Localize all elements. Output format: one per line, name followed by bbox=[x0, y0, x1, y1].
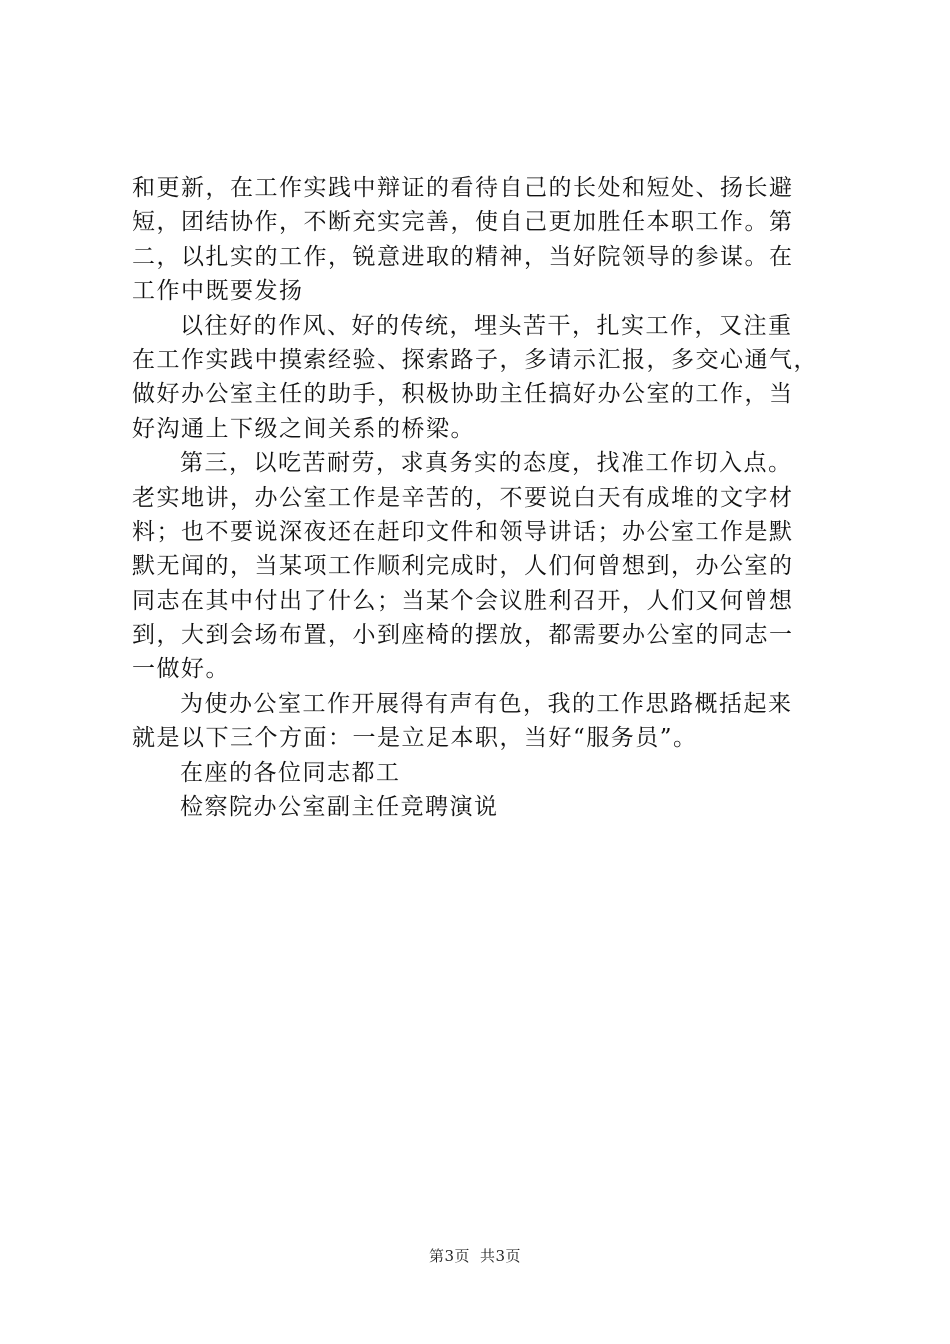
text-line: 就是以下三个方面：一是立足本职，当好“服务员”。 bbox=[132, 725, 698, 752]
text-line: 以往好的作风、好的传统，埋头苦干，扎实工作，又注重 bbox=[180, 312, 793, 339]
text-line: 老实地讲，办公室工作是辛苦的，不要说白天有成堆的文字材 bbox=[132, 484, 794, 511]
page-footer bbox=[0, 1246, 950, 1266]
text-line: 二，以扎实的工作，锐意进取的精神，当好院领导的参谋。在 bbox=[132, 243, 794, 270]
text-line: 做好办公室主任的助手，积极协助主任搞好办公室的工作，当 bbox=[132, 381, 794, 408]
text-line: 在座的各位同志都工 bbox=[180, 759, 401, 786]
text-line: 第三，以吃苦耐劳，求真务实的态度，找准工作切入点。 bbox=[180, 450, 793, 477]
text-line: 检察院办公室副主任竞聘演说 bbox=[180, 794, 499, 821]
text-line: 一做好。 bbox=[132, 656, 230, 683]
text-line: 到，大到会场布置，小到座椅的摆放，都需要办公室的同志一 bbox=[132, 622, 794, 649]
body-text bbox=[132, 171, 832, 824]
text-line: 为使办公室工作开展得有声有色，我的工作思路概括起来 bbox=[180, 690, 793, 717]
text-line: 好沟通上下级之间关系的桥梁。 bbox=[132, 415, 475, 442]
text-line: 在工作实践中摸索经验、探索路子，多请示汇报，多交心通气， bbox=[132, 346, 818, 373]
text-line: 料；也不要说深夜还在赶印文件和领导讲话；办公室工作是默 bbox=[132, 518, 794, 545]
text-line: 默无闻的，当某项工作顺利完成时，人们何曾想到，办公室的 bbox=[132, 553, 794, 580]
text-line: 工作中既要发扬 bbox=[132, 278, 304, 305]
text-line: 短，团结协作，不断充实完善，使自己更加胜任本职工作。第 bbox=[132, 209, 794, 236]
page-number: 第3页 bbox=[428, 1247, 470, 1265]
text-line: 同志在其中付出了什么；当某个会议胜利召开，人们又何曾想 bbox=[132, 587, 794, 614]
page-total: 共3页 bbox=[480, 1247, 522, 1265]
text-line: 和更新，在工作实践中辩证的看待自己的长处和短处、扬长避 bbox=[132, 175, 794, 201]
